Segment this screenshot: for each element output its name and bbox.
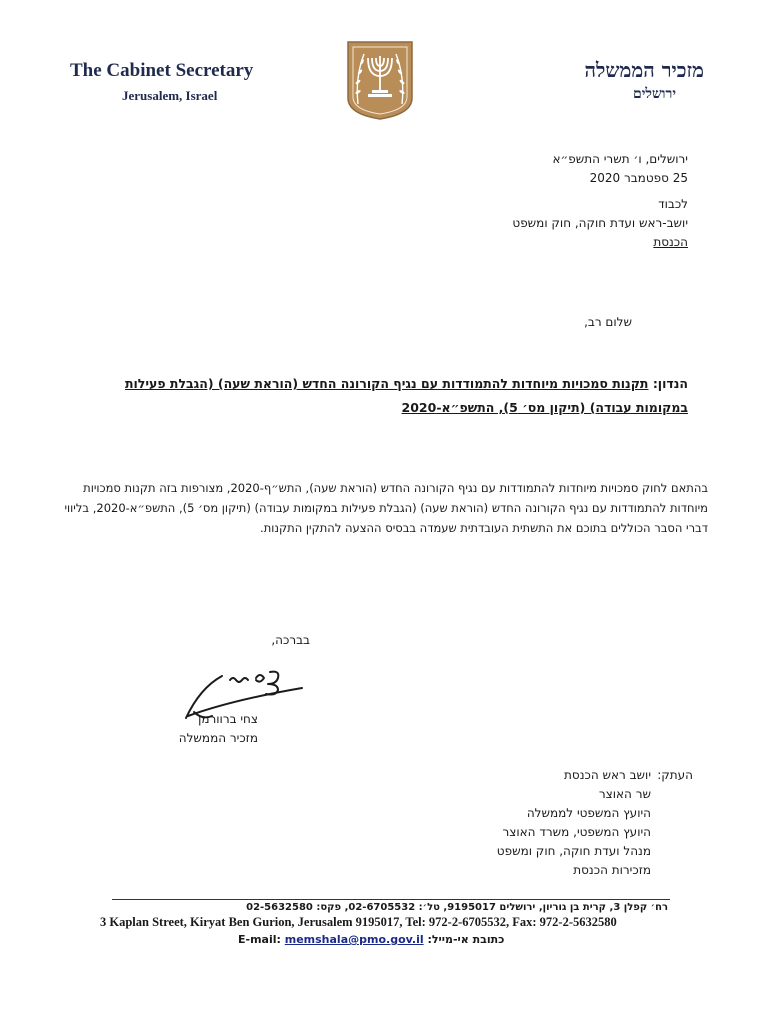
signer-title: מזכיר הממשלה (178, 731, 258, 745)
footer-address-he: רח׳ קפלן 3, קרית בן גוריון, ירושלים 9195017, טל׳: 02-6705532, פקס: 02-5632580 (246, 902, 668, 913)
body-paragraph: בהתאם לחוק סמכויות מיוחדות להתמודדות עם נגיף הקורונה החדש (הוראת שעה), התש״ף-2020, מצורפות בזה תקנות סמכויות מיוחדות להתמודדות עם נגיף הקורונה החדש (הוראת שעה) (הגבלת פעילות במקומות עבודה) (תיקון מס׳ 5), התשפ״א-2020, בליווי דברי הסבר הכוללים בתוכם את התשתית העובדתית שעמדה בבסיס ההצעה להתקין התקנות. (64, 481, 708, 535)
header-title-en: The Cabinet Secretary (70, 60, 254, 81)
date-block (552, 150, 688, 188)
greeting: שלום רב, (584, 315, 632, 329)
footer-email-line (238, 933, 504, 946)
cc-recipient: מזכירות הכנסת (573, 863, 651, 877)
subject-label: הנדון: (652, 376, 688, 391)
cc-recipient: מנהל ועדת חוקה, חוק ומשפט (496, 844, 651, 858)
cc-label: העתק: (657, 768, 693, 782)
cc-recipient: היועץ המשפטי לממשלה (526, 806, 651, 820)
addressee-role: יושב-ראש ועדת חוקה, חוק ומשפט (512, 216, 688, 230)
footer-divider (112, 899, 670, 900)
header-city-he: ירושלים (633, 86, 676, 102)
signer-name: צחי ברוורמן (198, 712, 258, 726)
addressee-to: לכבוד (658, 197, 688, 211)
footer-email-link[interactable]: memshala@pmo.gov.il (284, 933, 424, 946)
subject-line (88, 372, 688, 420)
cc-recipient-list (497, 766, 651, 880)
date-hebrew: ירושלים, ו׳ תשרי התשפ״א (552, 152, 688, 166)
menorah-emblem-icon (346, 40, 414, 120)
addressee-block (512, 195, 688, 252)
header-city-en: Jerusalem, Israel (122, 88, 218, 103)
header-title-he: מזכיר הממשלה (584, 58, 704, 82)
cc-recipient: היועץ המשפטי, משרד האוצר (502, 825, 651, 839)
date-gregorian: 25 ספטמבר 2020 (589, 171, 688, 185)
cc-recipient: שר האוצר (598, 787, 651, 801)
signer-block (179, 710, 258, 748)
subject-text: תקנות סמכויות מיוחדות להתמודדות עם נגיף הקורונה החדש (הוראת שעה) (הגבלת פעילות במקומות עבודה) (תיקון מס׳ 5), התשפ״א-2020 (124, 376, 688, 415)
footer-email-label-he: :כתובת אי-מייל (427, 933, 505, 946)
closing: בברכה, (271, 633, 310, 647)
footer-email-label-en: E-mail: (238, 933, 281, 946)
cc-recipient: יושב ראש הכנסת (564, 768, 651, 782)
footer-address-en: 3 Kaplan Street, Kiryat Ben Gurion, Jerusalem 9195017, Tel: 972-2-6705532, Fax: 972-2-5632580 (100, 915, 617, 929)
addressee-institution: הכנסת (653, 235, 688, 249)
